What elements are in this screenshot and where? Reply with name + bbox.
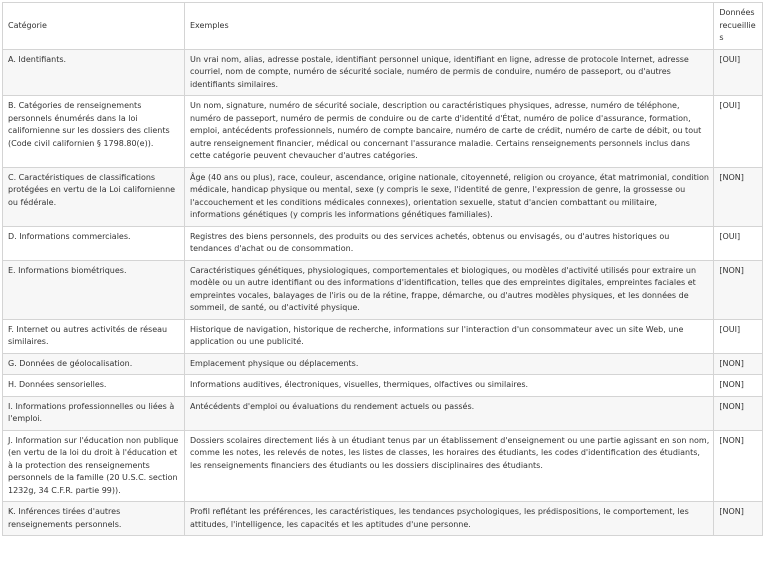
header-collected: Données recueillies [714, 3, 763, 50]
examples-cell: Antécédents d'emploi ou évaluations du rendement actuels ou passés. [184, 396, 713, 430]
collected-cell: [NON] [714, 502, 763, 536]
table-row [3, 396, 763, 430]
category-cell: C. Caractéristiques de classifications protégées en vertu de la Loi californienne ou fédérale. [3, 167, 185, 226]
category-cell: K. Inférences tirées d'autres renseignements personnels. [3, 502, 185, 536]
collected-cell: [NON] [714, 353, 763, 375]
table-row [3, 96, 763, 168]
collected-cell: [OUI] [714, 226, 763, 260]
table-row [3, 353, 763, 375]
examples-cell: Registres des biens personnels, des produits ou des services achetés, obtenus ou envisagés, ou d'autres historiques ou tendances d'achat ou de consommation. [184, 226, 713, 260]
category-cell: J. Information sur l'éducation non publique (en vertu de la loi du droit à l'éducation et à la protection des renseignements personnels de la famille (20 U.S.C. section 1232g, 34 C.F.R. partie 99)). [3, 430, 185, 502]
table-row [3, 375, 763, 397]
examples-cell: Un nom, signature, numéro de sécurité sociale, description ou caractéristiques physiques, adresse, numéro de téléphone, numéro de passeport, numéro de permis de conduire ou de carte d'identité d'État, numéro de police d'assurance, formation, emploi, antécédents professionnels, numéro de compte bancaire, numéro de carte de crédit, numéro de carte de débit, ou tout autre renseignement financier, médical ou concernant l'assurance maladie. Certains renseignements personnels inclus dans cette catégorie peuvent chevaucher d'autres catégories. [184, 96, 713, 168]
collected-cell: [OUI] [714, 49, 763, 96]
collected-cell: [NON] [714, 167, 763, 226]
category-cell: F. Internet ou autres activités de réseau similaires. [3, 319, 185, 353]
category-cell: B. Catégories de renseignements personnels énumérés dans la loi californienne sur les dossiers des clients (Code civil californien § 1798.80(e)). [3, 96, 185, 168]
examples-cell: Informations auditives, électroniques, visuelles, thermiques, olfactives ou similaires. [184, 375, 713, 397]
data-categories-table [2, 2, 763, 536]
collected-cell: [NON] [714, 375, 763, 397]
examples-cell: Un vrai nom, alias, adresse postale, identifiant personnel unique, identifiant en ligne, adresse de protocole Internet, adresse courriel, nom de compte, numéro de sécurité sociale, numéro de permis de conduire, numéro de passeport, ou d'autres identifiants similaires. [184, 49, 713, 96]
table-row [3, 319, 763, 353]
collected-cell: [NON] [714, 430, 763, 502]
table-row [3, 226, 763, 260]
examples-cell: Âge (40 ans ou plus), race, couleur, ascendance, origine nationale, citoyenneté, religion ou croyance, état matrimonial, condition médicale, handicap physique ou mental, sexe (y compris le sexe, l'identité de genre, l'expression de genre, la grossesse ou l'accouchement et les conditions médicales connexes), orientation sexuelle, statut d'ancien combattant ou militaire, informations génétiques (y compris les informations génétiques familiales). [184, 167, 713, 226]
collected-cell: [OUI] [714, 96, 763, 168]
table-row [3, 260, 763, 319]
category-cell: A. Identifiants. [3, 49, 185, 96]
category-cell: I. Informations professionnelles ou liées à l'emploi. [3, 396, 185, 430]
table-row [3, 49, 763, 96]
category-cell: G. Données de géolocalisation. [3, 353, 185, 375]
table-row [3, 502, 763, 536]
header-category: Catégorie [3, 3, 185, 50]
examples-cell: Historique de navigation, historique de recherche, informations sur l'interaction d'un consommateur avec un site Web, une application ou une publicité. [184, 319, 713, 353]
header-examples: Exemples [184, 3, 713, 50]
collected-cell: [NON] [714, 260, 763, 319]
table-row [3, 430, 763, 502]
examples-cell: Dossiers scolaires directement liés à un étudiant tenus par un établissement d'enseignement ou une partie agissant en son nom, comme les notes, les relevés de notes, les listes de classes, les horaires des étudiants, les codes d'identification des étudiants, les renseignements financiers des étudiants ou les dossiers disciplinaires des étudiants. [184, 430, 713, 502]
category-cell: H. Données sensorielles. [3, 375, 185, 397]
table-row [3, 167, 763, 226]
category-cell: D. Informations commerciales. [3, 226, 185, 260]
table-header-row [3, 3, 763, 50]
category-cell: E. Informations biométriques. [3, 260, 185, 319]
examples-cell: Profil reflétant les préférences, les caractéristiques, les tendances psychologiques, les prédispositions, le comportement, les attitudes, l'intelligence, les capacités et les aptitudes d'une personne. [184, 502, 713, 536]
examples-cell: Caractéristiques génétiques, physiologiques, comportementales et biologiques, ou modèles d'activité utilisés pour extraire un modèle ou un autre identifiant ou des informations d'identification, telles que des empreintes digitales, empreintes faciales et empreintes vocales, balayages de l'iris ou de la rétine, frappe, démarche, ou d'autres modèles physiques, et les données de sommeil, de santé, ou d'activité physique. [184, 260, 713, 319]
collected-cell: [OUI] [714, 319, 763, 353]
examples-cell: Emplacement physique ou déplacements. [184, 353, 713, 375]
collected-cell: [NON] [714, 396, 763, 430]
